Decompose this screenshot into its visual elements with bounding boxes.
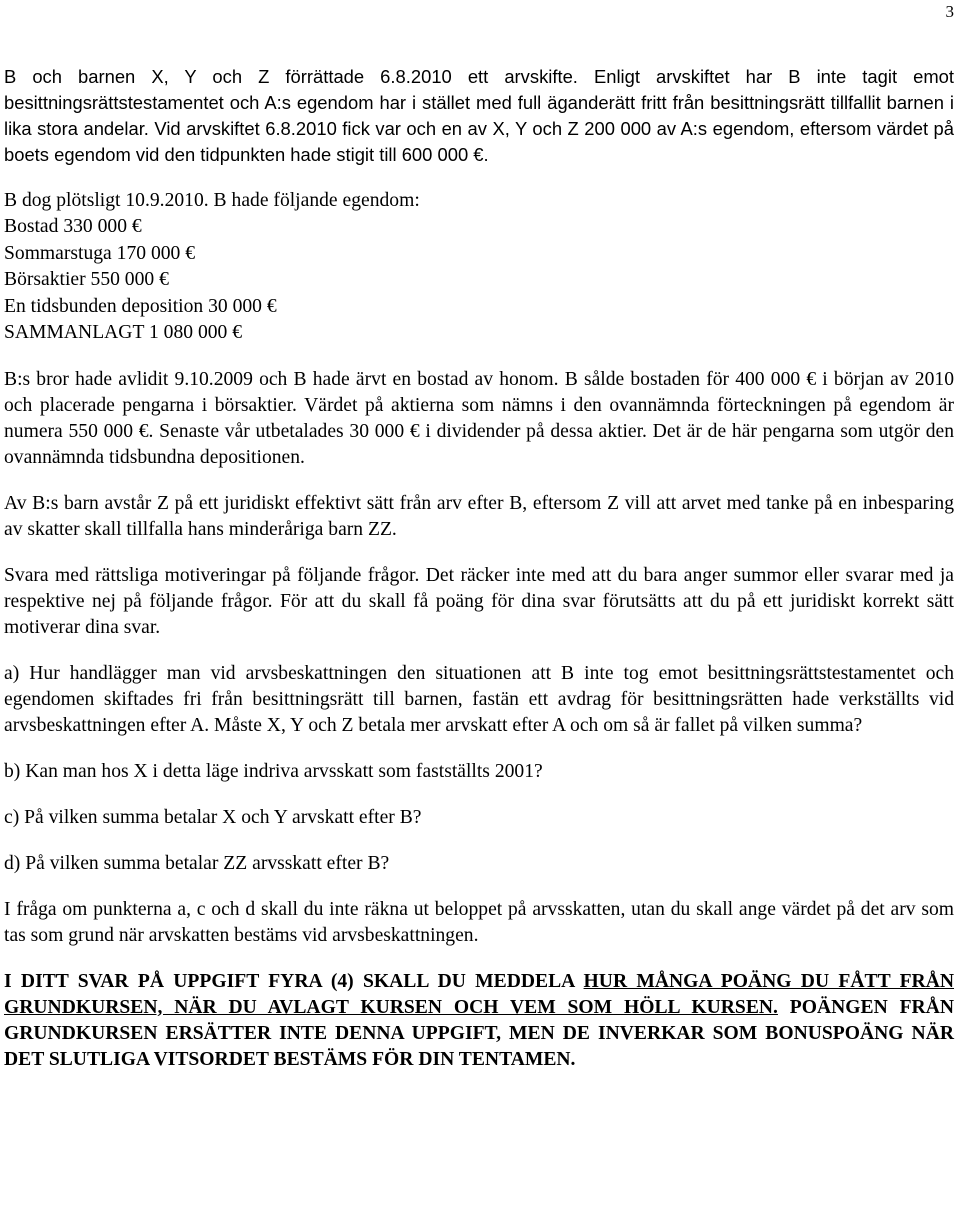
notice-text-end: POÄNGEN FRÅN GRUNDKURSEN ERSÄTTER INTE DENNA UPPGIFT, MEN DE INVERKAR SOM BONUSPOÄNG NÄR DET SLUTLIGA VITSORDET BESTÄMS FÖR DIN TENTAMEN. [4,996,955,1070]
instructions-paragraph: Svara med rättsliga motiveringar på följande frågor. Det räcker inte med att du bara anger summor eller svarar med ja respektive nej på följande frågor. För att du skall få poäng för dina svar förutsätts att du på ett juridiskt korrekt sätt motiverar dina svar. [4,564,954,638]
question-b: b) Kan man hos X i detta läge indriva arvsskatt som fastställts 2001? [4,760,543,782]
asset-list [4,214,954,347]
asset-item: Bostad 330 000 € [4,216,142,237]
asset-item: Börsaktier 550 000 € [4,269,169,290]
asset-total: SAMMANLAGT 1 080 000 € [4,322,243,343]
notice-underlined-text: HUR MÅNGA POÄNG DU FÅTT FRÅN GRUNDKURSEN, NÄR DU AVLAGT KURSEN OCH VEM SOM HÖLL KURSEN. [4,970,955,1018]
death-line: B dog plötsligt 10.9.2010. B hade följande egendom: [4,190,420,211]
asset-item: En tidsbunden deposition 30 000 € [4,295,277,317]
question-a: a) Hur handlägger man vid arvsbeskattningen den situationen att B inte tog emot besittningsrättstestamentet och egendomen skiftades fri från besittningsrätt till barnen, fastän ett avdrag för besittningsrätten hade verkställts vid arvsbeskattningen efter A. Måste X, Y och Z betala mer arvskatt efter A och om så är fallet på vilken summa? [4,662,954,736]
question-c: c) På vilken summa betalar X och Y arvskatt efter B? [4,806,422,828]
notice-paragraph [4,969,954,1073]
renounce-paragraph: Av B:s barn avstår Z på ett juridiskt effektivt sätt från arv efter B, eftersom Z vill att arvet med tanke på en inbesparing av skatter skall tillfalla hans minderåriga barn ZZ. [4,492,954,540]
notice-text: I DITT SVAR PÅ UPPGIFT FYRA (4) SKALL DU MEDDELA [4,970,584,992]
question-d: d) På vilken summa betalar ZZ arvsskatt efter B? [4,852,390,874]
intro-paragraph: B och barnen X, Y och Z förrättade 6.8.2010 ett arvskifte. Enligt arvskiftet har B inte tagit emot besittningsrättstestamentet och A:s egendom har i stället med full äganderätt fritt från besittningsrätt tillfallit barnen i lika stora andelar. Vid arvskiftet 6.8.2010 fick var och en av X, Y och Z 200 000 av A:s egendom, eftersom värdet på boets egendom vid den tidpunkten hade stigit till 600 000 €. [4,66,954,165]
brother-paragraph: B:s bror hade avlidit 9.10.2009 och B hade ärvt en bostad av honom. B sålde bostaden för 400 000 € i början av 2010 och placerade pengarna i börsaktier. Värdet på aktierna som nämns i den ovannämnda förteckningen på egendom är numera 550 000 €. Senaste vår utbetalades 30 000 € i dividender på dessa aktier. Det är de här pengarna som utgör den ovannämnda tidsbundna depositionen. [4,368,954,468]
page-number: 3 [945,2,954,21]
document-body [4,64,954,1073]
note-paragraph: I fråga om punkterna a, c och d skall du inte räkna ut beloppet på arvsskatten, utan du skall ange värdet på det arv som tas som grund när arvskatten bestäms vid arvsbeskattningen. [4,898,954,946]
asset-item: Sommarstuga 170 000 € [4,242,196,264]
